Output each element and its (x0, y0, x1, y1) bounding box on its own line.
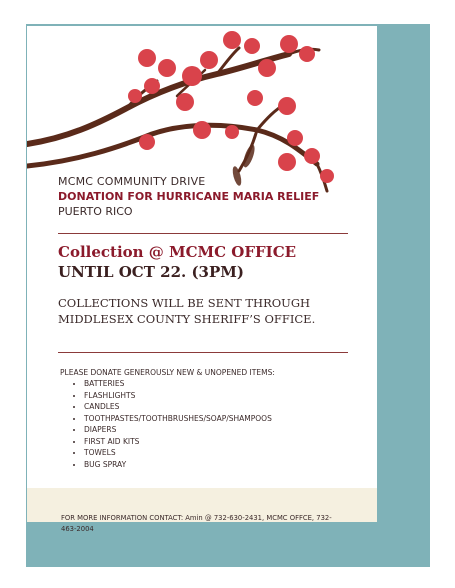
list-item: • TOOTHPASTES/TOOTHBRUSHES/SOAP/SHAMPOOS (84, 413, 272, 425)
relief-subtitle: DONATION FOR HURRICANE MARIA RELIEF (58, 190, 320, 203)
list-item: • FIRST AID KITS (84, 436, 272, 448)
list-item: • DIAPERS (84, 424, 272, 436)
collection-heading: Collection @ MCMC OFFICE (58, 243, 297, 261)
collection-note-line1: COLLECTIONS WILL BE SENT THROUGH (58, 296, 311, 310)
deadline-heading: UNTIL OCT 22. (3PM) (58, 263, 244, 281)
list-item: • FLASHLIGHTS (84, 390, 272, 402)
collection-note-line2: MIDDLESEX COUNTY SHERIFF’S OFFICE. (58, 312, 316, 326)
list-item: • BATTERIES (84, 378, 272, 390)
list-item: • CANDLES (84, 401, 272, 413)
footer-contact: FOR MORE INFORMATION CONTACT: Amin @ 732-630-2431, MCMC OFFCE, 732-463-2004 (61, 514, 332, 533)
list-item: • TOWELS (84, 447, 272, 459)
divider-bottom (58, 352, 348, 353)
donation-items-list (62, 378, 272, 470)
divider-top (58, 233, 348, 234)
list-item: • BUG SPRAY (84, 459, 272, 471)
collection-note (58, 295, 315, 327)
drive-title: MCMC COMMUNITY DRIVE (58, 175, 206, 188)
location-line: PUERTO RICO (58, 205, 133, 218)
donate-lead: PLEASE DONATE GENEROUSLY NEW & UNOPENED ITEMS: (60, 368, 275, 377)
